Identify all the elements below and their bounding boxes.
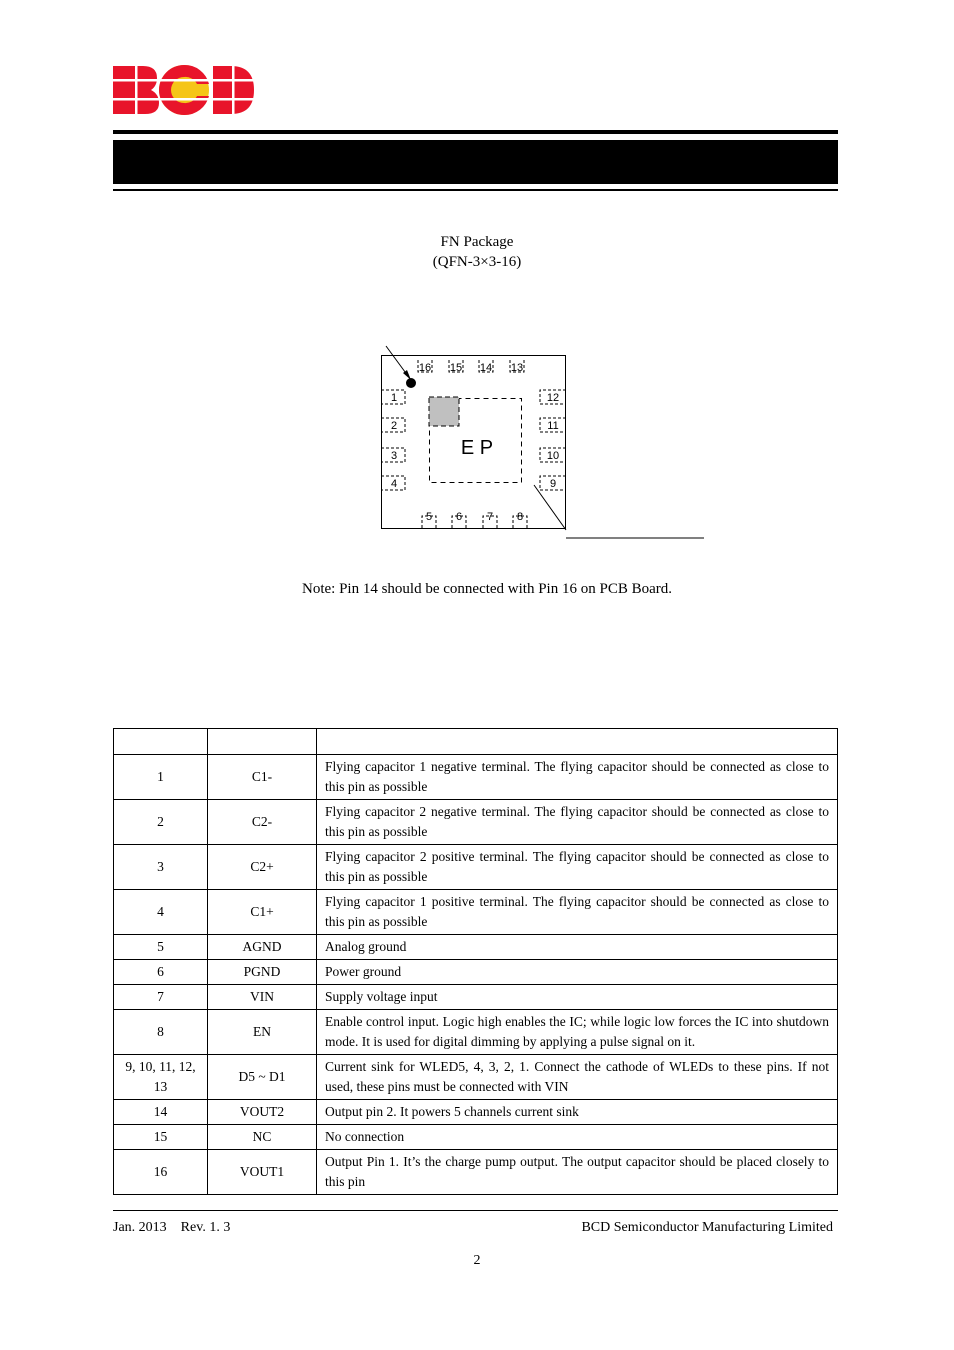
pin-label: 15 bbox=[449, 362, 463, 374]
pins-bottom bbox=[422, 511, 527, 528]
pin-name-cell: VOUT1 bbox=[208, 1150, 317, 1195]
pin-label: 4 bbox=[390, 478, 398, 490]
pin-label: 13 bbox=[510, 362, 524, 374]
table-row bbox=[114, 1150, 838, 1195]
ep-label: E P bbox=[460, 437, 494, 459]
pin-name-cell: C2+ bbox=[208, 845, 317, 890]
table-row bbox=[114, 960, 838, 985]
package-name: FN Package bbox=[440, 234, 514, 250]
header-rule-thin bbox=[113, 189, 838, 191]
pin-function-cell: No connection bbox=[317, 1125, 838, 1150]
table-row bbox=[114, 1010, 838, 1055]
pin-number-cell: 8 bbox=[114, 1010, 208, 1055]
pin-number-cell: 16 bbox=[114, 1150, 208, 1195]
pin-number-cell: 15 bbox=[114, 1125, 208, 1150]
table-row bbox=[114, 1055, 838, 1100]
table-row bbox=[114, 890, 838, 935]
pin-function-cell: Power ground bbox=[317, 960, 838, 985]
pin-function-cell: Flying capacitor 2 negative terminal. The flying capacitor should be connected as close to this pin as possible bbox=[317, 800, 838, 845]
pcb-note: Note: Pin 14 should be connected with Pin 16 on PCB Board. bbox=[302, 581, 672, 597]
page-number: 2 bbox=[473, 1253, 481, 1268]
pin-name-cell: D5 ~ D1 bbox=[208, 1055, 317, 1100]
pin-function-cell: Flying capacitor 1 negative terminal. The flying capacitor should be connected as close to this pin as possible bbox=[317, 755, 838, 800]
pin-label: 2 bbox=[390, 420, 398, 432]
pin-function-cell: Flying capacitor 2 positive terminal. The flying capacitor should be connected as close to this pin as possible bbox=[317, 845, 838, 890]
pin-label: 1 bbox=[390, 392, 398, 404]
bcd-logo bbox=[113, 64, 255, 116]
pin-function-cell: Current sink for WLED5, 4, 3, 2, 1. Connect the cathode of WLEDs to these pins. If not used, these pins must be connected with VIN bbox=[317, 1055, 838, 1100]
table-row bbox=[114, 800, 838, 845]
footer-rev: Rev. 1. 3 bbox=[180, 1220, 231, 1235]
pin-number-cell: 6 bbox=[114, 960, 208, 985]
pin-label: 3 bbox=[390, 450, 398, 462]
package-type: (QFN-3×3-16) bbox=[432, 254, 522, 270]
pin-number-cell: 1 bbox=[114, 755, 208, 800]
pin-number-cell: 9, 10, 11, 12, 13 bbox=[114, 1055, 208, 1100]
pin-label: 12 bbox=[546, 392, 560, 404]
pin-name-cell: VIN bbox=[208, 985, 317, 1010]
pin-name-cell: AGND bbox=[208, 935, 317, 960]
pin-number-cell: 3 bbox=[114, 845, 208, 890]
header-title-bar bbox=[113, 140, 838, 184]
pin-number-cell: 4 bbox=[114, 890, 208, 935]
pin-label: 9 bbox=[549, 478, 557, 490]
table-row bbox=[114, 985, 838, 1010]
table-row bbox=[114, 845, 838, 890]
pin1-marker bbox=[406, 378, 416, 388]
pin-function-cell: Output pin 2. It powers 5 channels current sink bbox=[317, 1100, 838, 1125]
pin-function-cell: Supply voltage input bbox=[317, 985, 838, 1010]
pin-description-table bbox=[113, 728, 838, 1195]
table-header-row bbox=[114, 729, 838, 755]
pin-function-cell: Analog ground bbox=[317, 935, 838, 960]
pin-name-cell: EN bbox=[208, 1010, 317, 1055]
pins-right bbox=[540, 390, 566, 490]
pin-label: 14 bbox=[479, 362, 493, 374]
pin-diagram bbox=[370, 340, 715, 545]
table-row bbox=[114, 755, 838, 800]
pin-number-cell: 7 bbox=[114, 985, 208, 1010]
pins-left bbox=[381, 390, 405, 490]
table-row bbox=[114, 1125, 838, 1150]
pin-function-cell: Enable control input. Logic high enables the IC; while logic low forces the IC into shutdown mode. It is used for digital dimming by applying a pulse signal on it. bbox=[317, 1010, 838, 1055]
pin-label: 6 bbox=[455, 511, 463, 523]
pin-name-cell: C1+ bbox=[208, 890, 317, 935]
table-row bbox=[114, 1100, 838, 1125]
header-cell-function bbox=[317, 729, 838, 755]
pin-number-cell: 5 bbox=[114, 935, 208, 960]
pin-label: 10 bbox=[546, 450, 560, 462]
pin-label: 11 bbox=[547, 420, 559, 432]
footer-date: Jan. 2013 bbox=[113, 1220, 167, 1235]
footer-company: BCD Semiconductor Manufacturing Limited bbox=[581, 1220, 833, 1235]
header-cell-pin-number bbox=[114, 729, 208, 755]
pin-number-cell: 2 bbox=[114, 800, 208, 845]
pin-label: 16 bbox=[418, 362, 432, 374]
pin-label: 8 bbox=[516, 511, 524, 523]
pin-name-cell: C1- bbox=[208, 755, 317, 800]
pin-label: 7 bbox=[486, 511, 494, 523]
pin-function-cell: Flying capacitor 1 positive terminal. The flying capacitor should be connected as close to this pin as possible bbox=[317, 890, 838, 935]
pins-top bbox=[418, 360, 524, 374]
footer-rule bbox=[113, 1210, 838, 1211]
pin-name-cell: PGND bbox=[208, 960, 317, 985]
pin-function-cell: Output Pin 1. It’s the charge pump output. The output capacitor should be placed closely to this pin bbox=[317, 1150, 838, 1195]
pin-name-cell: VOUT2 bbox=[208, 1100, 317, 1125]
footer-date-rev bbox=[113, 1220, 230, 1236]
header-rule-thick bbox=[113, 130, 838, 134]
pin-name-cell: NC bbox=[208, 1125, 317, 1150]
header-cell-pin-name bbox=[208, 729, 317, 755]
pin-number-cell: 14 bbox=[114, 1100, 208, 1125]
table-row bbox=[114, 935, 838, 960]
pin-label: 5 bbox=[425, 511, 433, 523]
pin-name-cell: C2- bbox=[208, 800, 317, 845]
